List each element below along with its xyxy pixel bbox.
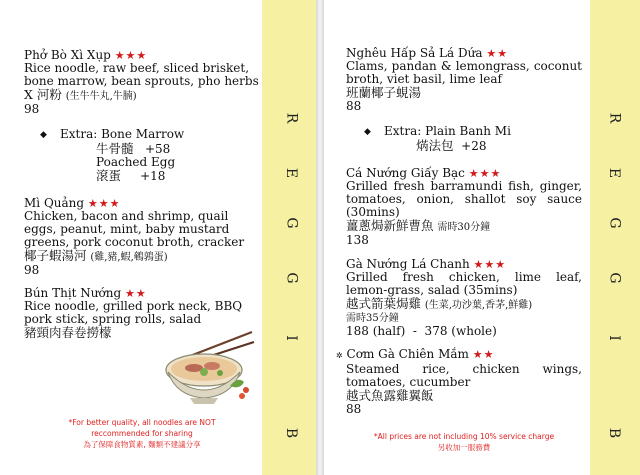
- item-description: Grilled fresh chicken, lime leaf, lemon-grass, salad (35mins): [346, 270, 582, 297]
- item-name: Cơm Gà Chiên Mắm: [346, 347, 469, 361]
- item-name: Gà Nướng Lá Chanh: [346, 257, 470, 271]
- extra-chinese: 焫法包: [416, 138, 454, 153]
- star-rating: ★★: [125, 287, 147, 300]
- chili: [243, 387, 249, 393]
- item-chinese-name: 班蘭椰子蜆湯: [346, 85, 422, 100]
- strip-letter: G: [606, 272, 623, 284]
- item-price: 138: [346, 233, 369, 247]
- extra-label: Extra: Plain Banh Mi: [384, 124, 511, 138]
- note-chinese: 為了保障食物質素, 麵類不建議分享: [83, 440, 201, 449]
- extra-price: +18: [140, 169, 166, 183]
- right-bigger-strip: [590, 0, 640, 475]
- item-description: Rice noodle, grilled pork neck, BBQ pork stick, spring rolls, salad: [24, 299, 243, 326]
- item-description: Chicken, bacon and shrimp, quail eggs, peanut, mint, baby mustard greens, pork coconut broth, cracker: [24, 209, 245, 249]
- strip-letter: G: [283, 272, 300, 284]
- item-chinese-note: (生牛牛丸,牛腩): [65, 91, 137, 102]
- item-chinese-name: 豬頸肉春卷撈檬: [24, 325, 112, 340]
- item-description: Clams, pandan & lemongrass, coconut broth, viet basil, lime leaf: [346, 59, 582, 86]
- noodle-bowl-illustration: [160, 316, 256, 416]
- extra-banh-mi: [364, 125, 564, 153]
- service-charge-note: [346, 431, 582, 453]
- note-line: *All prices are not including 10% service charge: [373, 432, 555, 441]
- menu-item-clams: [346, 47, 582, 113]
- extra-sub-label: Poached Egg: [96, 155, 176, 169]
- item-chinese-name: 薑蔥焗新鮮曹魚: [346, 218, 434, 233]
- strip-letter: E: [606, 167, 623, 179]
- item-name: Mì Quảng: [24, 196, 85, 210]
- menu-item-pho: [24, 49, 260, 116]
- star-rating: ★★★: [473, 258, 507, 271]
- item-chinese-note: 需時30分鐘: [437, 222, 491, 233]
- strip-letter: R: [606, 112, 623, 124]
- item-price: 88: [346, 99, 362, 113]
- item-chinese-note: (生菜,功沙葉,香茅,鮮雞): [424, 300, 533, 311]
- noodle-sharing-note: [24, 417, 260, 450]
- item-price: 98: [24, 263, 40, 277]
- extra-chinese: 牛骨髓: [96, 141, 134, 156]
- note-line: *For better quality, all noodles are NOT: [68, 418, 216, 427]
- strip-letter: G: [606, 217, 623, 229]
- item-cook-time: 需時35分鐘: [346, 313, 399, 324]
- strip-letter: I: [282, 335, 299, 341]
- item-chinese-name: 越式箭葉焗雞: [346, 296, 422, 311]
- herb: [200, 368, 208, 376]
- menu-item-mi-quang: [24, 197, 260, 277]
- bowl-base: [190, 398, 218, 404]
- flower-icon: ✲: [336, 351, 343, 360]
- item-name: Bún Thịt Nướng: [24, 286, 122, 300]
- item-price: 98: [24, 102, 40, 116]
- star-rating: ★★: [472, 348, 495, 361]
- strip-letter: I: [605, 335, 622, 341]
- item-name: Cá Nướng Giấy Bạc: [346, 166, 465, 180]
- note-chinese: 另收加一服務費: [437, 443, 491, 452]
- book-gutter: [316, 0, 324, 475]
- star-rating: ★★★: [468, 167, 502, 180]
- menu-item-fish: [346, 167, 582, 247]
- extra-bone-marrow: [40, 128, 240, 183]
- item-chinese-name: 椰子蝦湯河: [24, 248, 87, 263]
- item-chinese-name: 越式魚露雞翼飯: [346, 388, 434, 403]
- item-price: 88: [346, 402, 362, 416]
- chili: [239, 393, 245, 399]
- left-bigger-strip: [262, 0, 320, 475]
- item-chinese-note: (雞,豬,蝦,鵪鶉蛋): [90, 252, 168, 263]
- extra-price: +58: [144, 142, 171, 156]
- item-description: Grilled fresh barramundi fish, ginger, tomatoes, onion, shallot soy sauce (30mins): [346, 179, 582, 219]
- strip-letter: B: [283, 427, 300, 439]
- star-rating: ★★: [486, 47, 509, 60]
- item-description: Rice noodle, raw beef, sliced brisket, bone marrow, bean sprouts, pho herbs: [24, 61, 259, 88]
- bullet-icon: ◆: [364, 127, 371, 137]
- item-name: Nghêu Hấp Sả Lá Dứa: [346, 46, 483, 60]
- beef-slice: [204, 362, 220, 370]
- bullet-icon: ◆: [40, 130, 47, 140]
- strip-letter: E: [283, 167, 300, 179]
- note-line: reccommended for sharing: [91, 429, 193, 438]
- extra-label: Extra: Bone Marrow: [60, 127, 185, 141]
- item-description: Steamed rice, chicken wings, tomatoes, cucumber: [346, 362, 582, 389]
- extra-chinese: 滾蛋: [96, 168, 122, 183]
- menu-item-chicken: [346, 258, 582, 338]
- strip-letter: B: [606, 427, 623, 439]
- star-rating: ★★★: [87, 197, 121, 210]
- herb: [217, 370, 223, 376]
- item-chinese-name: X 河粉: [24, 87, 62, 102]
- menu-item-rice: [336, 348, 582, 416]
- item-name: Phở Bò Xì Xụp: [24, 48, 111, 62]
- strip-letter: G: [283, 217, 300, 229]
- extra-price: +28: [461, 139, 487, 153]
- star-rating: ★★★: [114, 49, 148, 62]
- strip-letter: R: [283, 112, 300, 124]
- item-price: 188 (half) - 378 (whole): [346, 324, 497, 338]
